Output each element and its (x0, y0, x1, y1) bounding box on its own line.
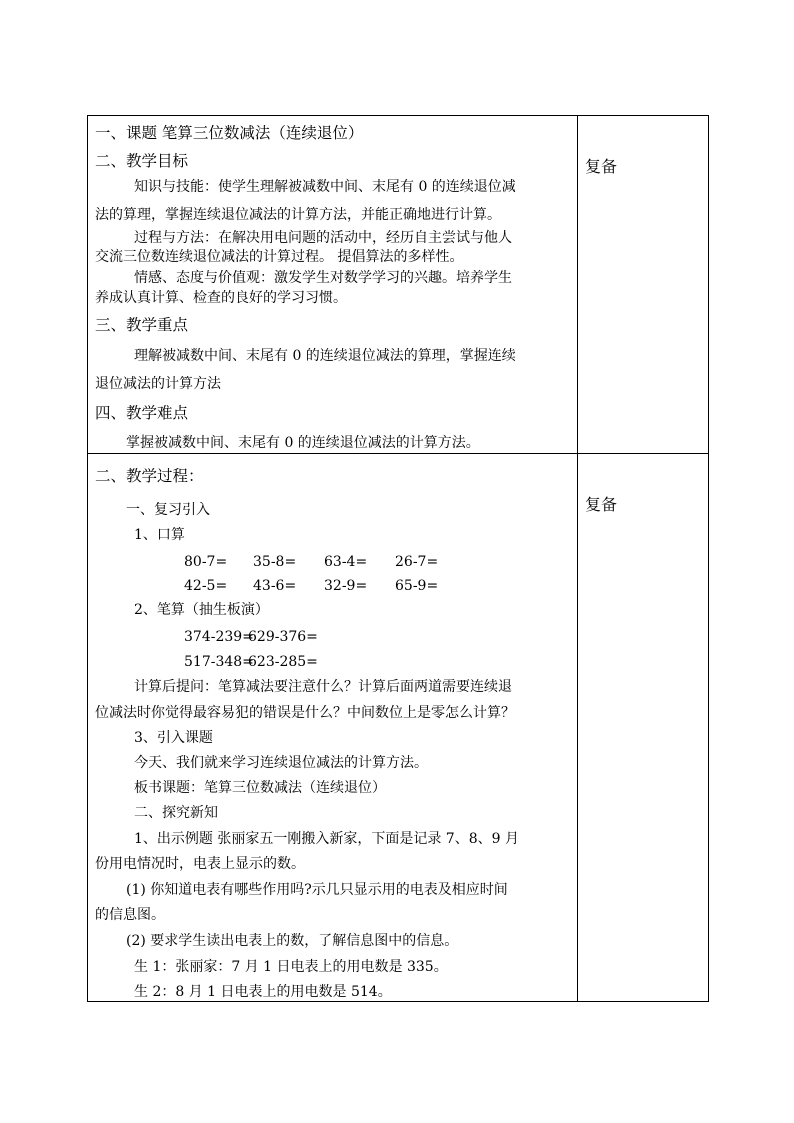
section1-side-cell (578, 116, 709, 454)
goal-process-line2: 交流三位数连续退位减法的计算过程。 提倡算法的多样性。 (95, 249, 464, 265)
section2-cell (88, 454, 578, 1002)
key-line1: 理解被减数中间、末尾有 0 的连续退位减法的算理，掌握连续 (134, 348, 516, 364)
heading-title: 一、课题 笔算三位数减法（连续退位） (95, 124, 364, 142)
key-line2: 退位减法的计算方法 (95, 376, 221, 392)
heading-process: 二、教学过程： (95, 467, 204, 485)
goal-process-line1: 过程与方法：在解决用电问题的活动中，经历自主尝试与他人 (134, 230, 512, 246)
goal-knowledge-line2: 法的算理，掌握连续退位减法的计算方法，并能正确地进行计算。 (95, 207, 501, 223)
lesson-plan-table (87, 115, 709, 1002)
heading-goals: 二、教学目标 (95, 152, 189, 170)
oral-item: 65-9= (395, 578, 439, 594)
difficult-line1: 掌握被减数中间、末尾有 0 的连续退位减法的计算方法。 (126, 435, 480, 451)
board-title: 板书课题：笔算三位数减法（连续退位） (134, 780, 386, 796)
written-item: 517-348= (184, 654, 254, 670)
section2-side-cell (578, 454, 709, 1002)
student2-line: 生 2：8 月 1 日电表上的用电数是 514。 (134, 984, 392, 1000)
q2-line: (2) 要求学生读出电表上的数，了解信息图中的信息。 (126, 933, 459, 949)
explore-title: 二、探究新知 (134, 805, 218, 821)
student1-line: 生 1：张丽家：7 月 1 日电表上的用电数是 335。 (134, 959, 448, 975)
heading-key: 三、教学重点 (95, 316, 189, 334)
example-line1: 1、出示例题 张丽家五一刚搬入新家，下面是记录 7、8、9 月 (134, 831, 519, 847)
heading-difficult: 四、教学难点 (95, 404, 189, 422)
question-line2: 位减法时你觉得最容易犯的错误是什么？中间数位上是零怎么计算？ (95, 705, 515, 721)
oral-item: 35-8= (253, 554, 297, 570)
goal-attitude-line2: 养成认真计算、检查的良好的学习习惯。 (95, 290, 347, 306)
intro-text: 今天、我们就来学习连续退位减法的计算方法。 (134, 755, 428, 771)
oral-item: 43-6= (253, 578, 297, 594)
written-item: 374-239= (184, 629, 254, 645)
side-label-review: 复备 (585, 157, 618, 176)
table-row (88, 116, 709, 454)
side-label-review: 复备 (585, 495, 618, 514)
goal-attitude-line1: 情感、态度与价值观：激发学生对数学学习的兴趣。培养学生 (134, 270, 512, 286)
section1-cell (88, 116, 578, 454)
example-line2: 份用电情况时，电表上显示的数。 (95, 856, 305, 872)
oral-item: 32-9= (324, 578, 368, 594)
review-title: 一、复习引入 (126, 502, 210, 518)
oral-item: 63-4= (324, 554, 368, 570)
oral-item: 80-7= (184, 554, 228, 570)
q1-line2: 的信息图。 (95, 907, 165, 923)
written-item: 629-376= (248, 629, 318, 645)
intro-title: 3、引入课题 (134, 730, 213, 746)
question-line1: 计算后提问：笔算减法要注意什么？计算后面两道需要连续退 (134, 679, 512, 695)
oral-title: 1、口算 (134, 527, 185, 543)
oral-item: 42-5= (184, 578, 228, 594)
q1-line1: (1) 你知道电表有哪些作用吗?示几只显示用的电表及相应时间 (126, 882, 508, 898)
written-item: 623-285= (248, 654, 318, 670)
oral-item: 26-7= (395, 554, 439, 570)
goal-knowledge-line1: 知识与技能：使学生理解被减数中间、末尾有 0 的连续退位减 (134, 179, 516, 195)
table-row (88, 454, 709, 1002)
written-title: 2、笔算（抽生板演） (134, 602, 269, 618)
